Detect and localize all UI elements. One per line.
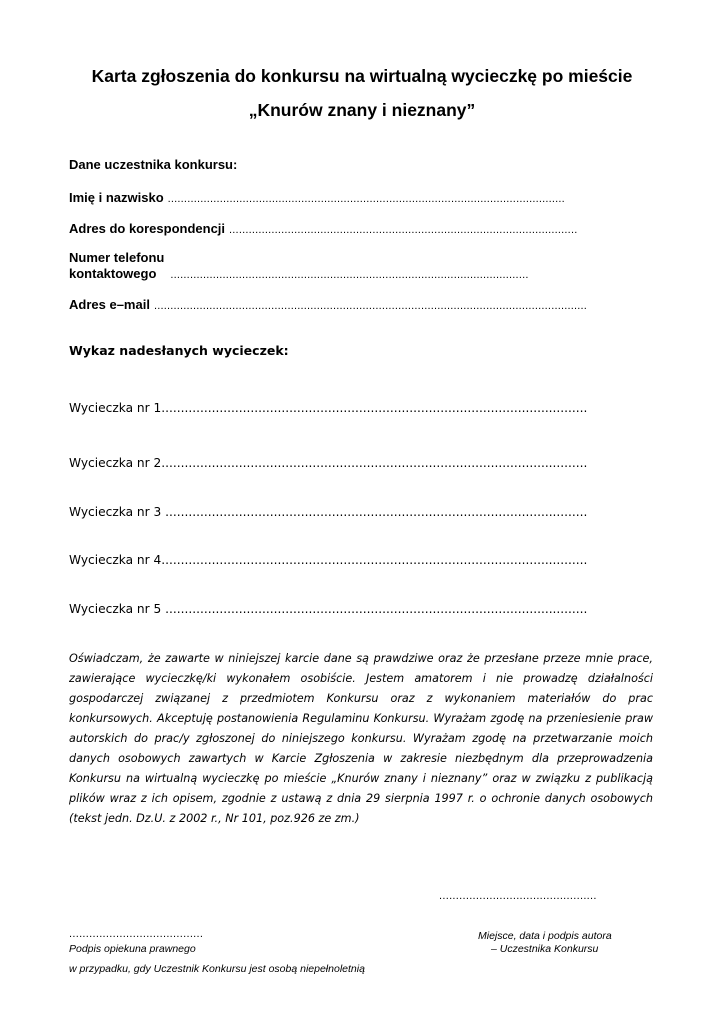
guardian-note: w przypadku, gdy Uczestnik Konkursu jest osobą niepełnoletnią — [69, 963, 365, 975]
trip-dots: .............................................................................................................. — [161, 553, 588, 567]
trip-field[interactable] — [69, 505, 587, 519]
address-label: Adres do korespondencji — [69, 221, 226, 236]
guardian-signature-label: Podpis opiekuna prawnego — [69, 943, 196, 955]
participant-heading: Dane uczestnika konkursu: — [69, 157, 238, 172]
phone-field[interactable] — [69, 265, 529, 283]
trip-dots: .............................................................................................................. — [161, 456, 588, 470]
name-field[interactable] — [69, 189, 565, 207]
name-dots: .......................................................................................................................... — [167, 193, 565, 205]
email-label: Adres e–mail — [69, 297, 150, 312]
email-dots: ..................................................................................................................................... — [153, 300, 588, 312]
trips-heading: Wykaz nadesłanych wycieczek: — [69, 343, 289, 358]
trip-dots: ............................................................................................................. — [165, 505, 588, 519]
trip-dots: .............................................................................................................. — [161, 401, 588, 415]
phone-label-line2: kontaktowego — [69, 266, 157, 281]
trip-dots: ............................................................................................................. — [165, 602, 588, 616]
author-signature-label: Miejsce, data i podpis autora — [478, 930, 612, 942]
declaration-text: Oświadczam, że zawarte w niniejszej karcie dane są prawdziwe oraz że przesłane przeze mnie prace, zawierające wycieczkę/ki wykonałem osobiście. Jestem amatorem i nie prowadzę działalności gospodarczej związanej z przedmiotem Konkursu oraz z wykonaniem materiałów do prac konkursowych. Akceptuję postanowienia Regulaminu Konkursu. Wyrażam zgodę na przeniesienie praw autorskich do prac/y zgłoszonej do niniejszego konkursu. Wyrażam zgodę na przetwarzanie moich danych osobowych zawartych w Karcie Zgłoszenia w zakresie niezbędnym dla przeprowadzenia Konkursu na wirtualną wycieczkę po mieście „Knurów znany i nieznany” oraz w związku z publikacją plików wraz z ich opisem, zgodnie z ustawą z dnia 29 sierpnia 1997 r. o ochronie danych osobowych (tekst jedn. Dz.U. z 2002 r., Nr 101, poz.926 ze zm.) — [69, 652, 653, 825]
trip-field[interactable] — [69, 456, 587, 470]
email-field[interactable] — [69, 296, 587, 314]
trip-label: Wycieczka nr 4 — [69, 553, 162, 567]
trip-field[interactable] — [69, 401, 587, 415]
author-signature-line[interactable]: ............................................... — [439, 890, 597, 902]
trip-label: Wycieczka nr 3 — [69, 505, 166, 519]
trip-field[interactable] — [69, 553, 587, 567]
guardian-signature-line[interactable]: ........................................ — [69, 928, 204, 940]
form-title: Karta zgłoszenia do konkursu na wirtualną wycieczkę po mieście — [91, 66, 633, 86]
phone-label-line1: Numer telefonu — [69, 250, 165, 265]
trip-label: Wycieczka nr 5 — [69, 602, 166, 616]
address-field[interactable] — [69, 220, 577, 238]
author-signature-sublabel: – Uczestnika Konkursu — [491, 943, 599, 955]
phone-dots: .............................................................................................................. — [170, 269, 529, 281]
trip-label: Wycieczka nr 1 — [69, 401, 162, 415]
name-label: Imię i nazwisko — [69, 190, 164, 205]
trip-label: Wycieczka nr 2 — [69, 456, 162, 470]
trip-field[interactable] — [69, 602, 587, 616]
contest-name: „Knurów znany i nieznany” — [248, 100, 476, 120]
address-dots: ........................................................................................................... — [229, 224, 578, 236]
